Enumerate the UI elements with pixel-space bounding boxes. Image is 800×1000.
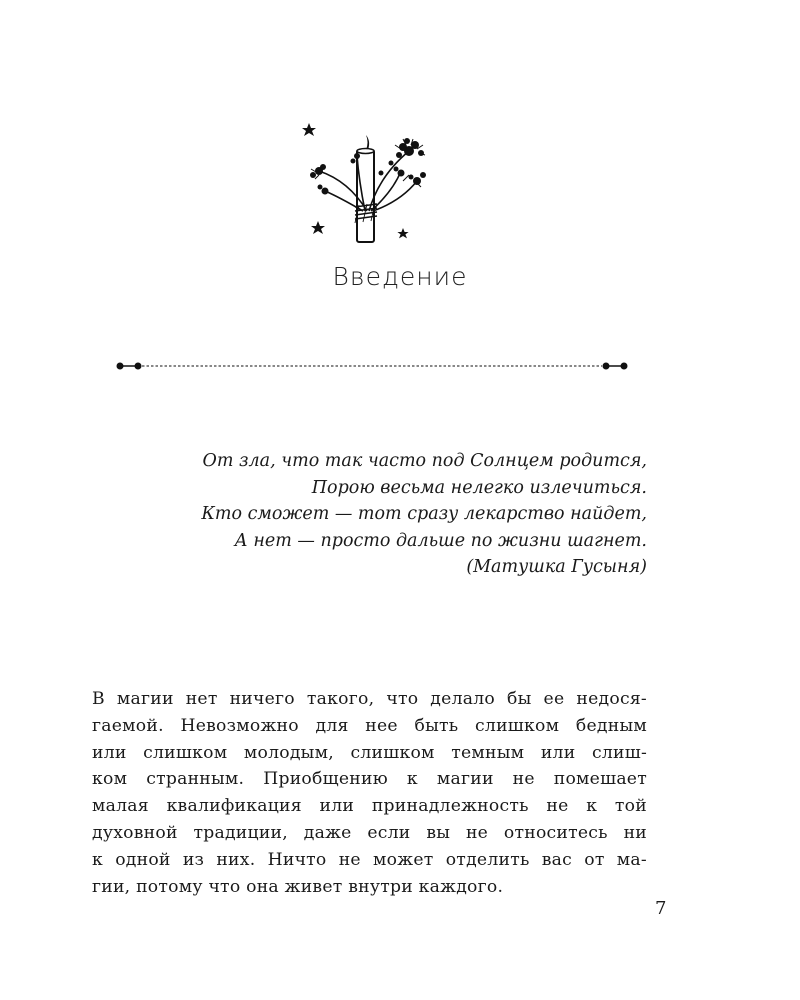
paragraph-line: гаемой. Невозможно для нее быть слишком бедным (92, 715, 647, 736)
star-icon (302, 123, 316, 136)
epigraph-line: Порою весьма нелегко излечиться. (311, 477, 647, 498)
epigraph (130, 448, 647, 581)
paragraph-line: малая квалификация или принадлежность не к той (92, 796, 647, 817)
paragraph-line: духовной традиции, даже если вы не относитесь ни (92, 822, 647, 843)
candle-with-herbs-icon (295, 115, 445, 255)
chapter-title: Введение (332, 262, 468, 291)
epigraph-line: Кто сможет — тот сразу лекарство найдет, (201, 504, 647, 524)
epigraph-line: От зла, что так часто под Солнцем родится, (202, 451, 647, 471)
paragraph-line: или слишком молодым, слишком темным или слиш- (92, 742, 647, 763)
ornamental-divider (112, 356, 632, 376)
paragraph-line: к одной из них. Ничто не может отделить вас от ма- (92, 849, 647, 870)
epigraph-line: А нет — просто дальше по жизни шагнет. (234, 530, 647, 551)
body-paragraph (92, 686, 647, 900)
paragraph-line: гии, потому что она живет внутри каждого. (92, 876, 504, 897)
page-number: 7 (655, 898, 667, 919)
epigraph-attribution: (Матушка Гусыня) (466, 557, 647, 577)
star-icon (311, 221, 325, 234)
paragraph-line: В магии нет ничего такого, что делало бы ее недося- (92, 689, 647, 709)
star-icon (397, 228, 408, 238)
paragraph-line: ком странным. Приобщению к магии не помешает (92, 769, 647, 790)
